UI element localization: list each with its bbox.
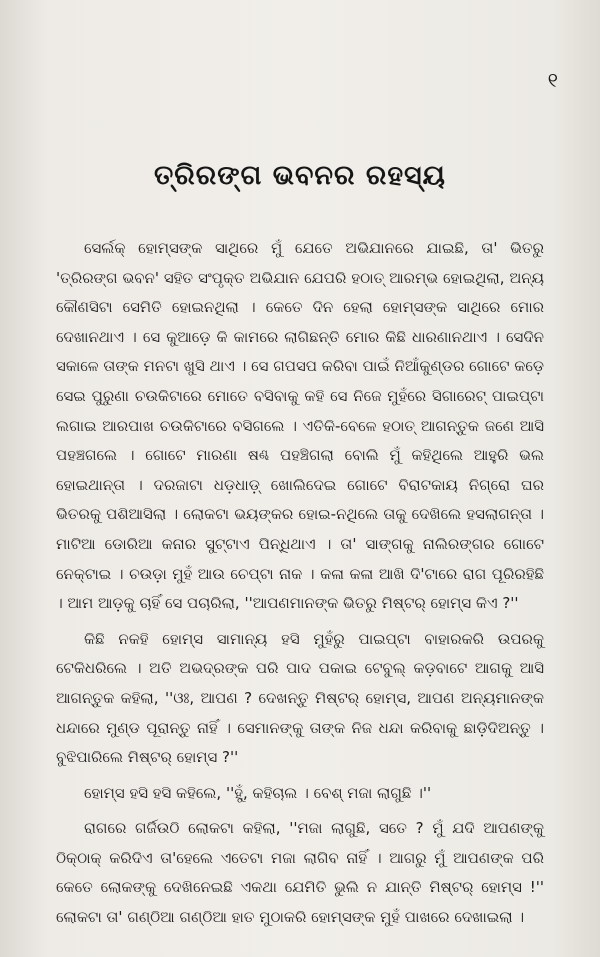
page-number: ୧ [547,68,558,92]
body-text [56,234,544,939]
paragraph: କିଛି ନକହି ହୋମ୍ସ ସାମାନ୍ୟ ହସି ମୁହଁରୁ ପାଇପ୍‌ଟା ବାହାରକରି ଉପରକୁ ଟେକିଧରିଲେ । ଅତି ଅଭଦ୍ରଙ୍କ ପରି ପାଦ ପକାଇ ଟେବୁଲ୍ କଡ଼ବାଟେ ଆଗକୁ ଆସି ଆଗନ୍ତୁକ କହିଲା, ''ଓଃ, ଆପଣ ? ଦେଖନ୍ତୁ ମିଷ୍ଟର୍ ହୋମ୍ସ, ଆପଣ ଅନ୍ୟମାନଙ୍କ ଧନ୍ଦାରେ ମୁଣ୍ଡ ପୂରାନ୍ତୁ ନାହିଁ । ସେମାନଙ୍କୁ ତାଙ୍କ ନିଜ ଧନ୍ଦା କରିବାକୁ ଛାଡ଼ିଦିଅନ୍ତୁ । ବୁଝିପାରିଲେ ମିଷ୍ଟର୍ ହୋମ୍ସ ?'' [56,629,544,767]
paragraph: ରାଗରେ ଗର୍ଜିଉଠି ଲୋକଟା କହିଲା, ''ମଜା ଲାଗୁଛି, ସତେ ? ମୁଁ ଯଦି ଆପଣଙ୍କୁ ଠିକ୍‌ଠାକ୍ କରିଦିଏ ତା'ହେଲେ ଏତେଟା ମଜା ଲାଗିବ ନାହିଁ । ଆଗରୁ ମୁଁ ଆପଣଙ୍କ ପରି କେତେ ଲୋକଙ୍କୁ ଦେଖିନେଇଛି ଏକଥା ଯେମିତି ଭୁଲି ନ ଯାନ୍ତି ମିଷ୍ଟର୍ ହୋମ୍ସ !'' ଲୋକଟା ତା' ଗଣ୍ଠିଆ ଗଣ୍ଠିଆ ହାତ ମୁଠାକରି ହୋମ୍ସଙ୍କ ମୁହଁ ପାଖରେ ଦେଖାଇଲା । [56,819,544,927]
paragraph: ହୋମ୍ସ ହସି ହସି କହିଲେ, ''ହୁଁ, କହିଚାଲ । ବେଶ୍ ମଜା ଲାଗୁଛି ।'' [84,783,432,802]
paragraph: ସେର୍ଲକ୍ ହୋମ୍ସଙ୍କ ସାଥିରେ ମୁଁ ଯେତେ ଅଭିଯାନରେ ଯାଇଛି, ତା' ଭିତରୁ 'ତ୍ରିରଙ୍ଗ ଭବନ' ସହିତ ସଂପୃକ୍ତ ଅଭିଯାନ ଯେପରି ହଠାତ୍ ଆରମ୍ଭ ହୋଇଥିଲା, ଅନ୍ୟ କୌଣସିଟା ସେମିତି ହୋଇନଥିଲା । କେତେ ଦିନ ହେଲା ହୋମ୍ସଙ୍କ ସାଥିରେ ମୋର ଦେଖାନଥାଏ । ସେ କୁଆଡ଼େ କି କାମରେ ଲାଗିଛନ୍ତି ମୋର କିଛି ଧାରଣାନଥାଏ । ସେଦିନ ସକାଳେ ତାଙ୍କ ମନଟା ଖୁସି ଥାଏ । ସେ ଗପସପ କରିବା ପାଇଁ ନିଆଁକୁଣ୍ଡର ଗୋଟେ କଡ଼େ ସେଇ ପୁରୁଣା ଚଉକିଟାରେ ମୋତେ ବସିବାକୁ କହି ସେ ନିଜେ ମୁହଁରେ ସିଗାରେଟ୍ ପାଇପ୍‌ଟା ଲଗାଇ ଆରପାଖ ଚଉକିଟାରେ ବସିଗଲେ । ଏତିକି-ବେଳେ ହଠାତ୍ ଆଗନ୍ତୁକ ଜଣେ ଆସି ପହଞ୍ଚଗଲେ । ଗୋଟେ ମାରଣା ଷଣ୍ଢ ପହଞ୍ଚିଗଲା ବୋଲି ମୁଁ କହିଥିଲେ ଆହୁରି ଭଲ ହୋଇଥାନ୍ତା । ଦରଜାଟା ଧଡ଼ଧାଡ଼୍ ଖୋଲିଦେଇ ଗୋଟେ ବିରାଟକାୟ ନିଗ୍ରୋ ଘର ଭିତରକୁ ପଶିଆସିଲା । ଲୋକଟା ଭୟଙ୍କର ହୋଇ-ନଥିଲେ ତାକୁ ଦେଖିଲେ ହସଲାଗନ୍ତା । ମାଟିଆ ଡୋରିଆ କନାର ସୁଟ୍‌ଟାଏ ପିନ୍ଧିଥାଏ । ତା' ସାଙ୍ଗକୁ ନାଲିରଙ୍ଗର ଗୋଟେ ନେକ୍‌ଟାଇ । ଚଉଡ଼ା ମୁହଁ ଆଉ ଚେପ୍‌ଟା ନାକ । କଳା କଳା ଆଖି ଦି'ଟାରେ ରାଗ ପୂରିରହିଛି । ଆମ ଆଡ଼କୁ ଚାହିଁ ସେ ପଚାରିଲା, ''ଆପଣମାନଙ୍କ ଭିତରୁ ମିଷ୍ଟର୍ ହୋମ୍ସ କିଏ ?'' [56,239,544,613]
chapter-title: ତ୍ରିରଙ୍ଗ ଭବନର ରହସ୍ୟ [154,160,446,191]
